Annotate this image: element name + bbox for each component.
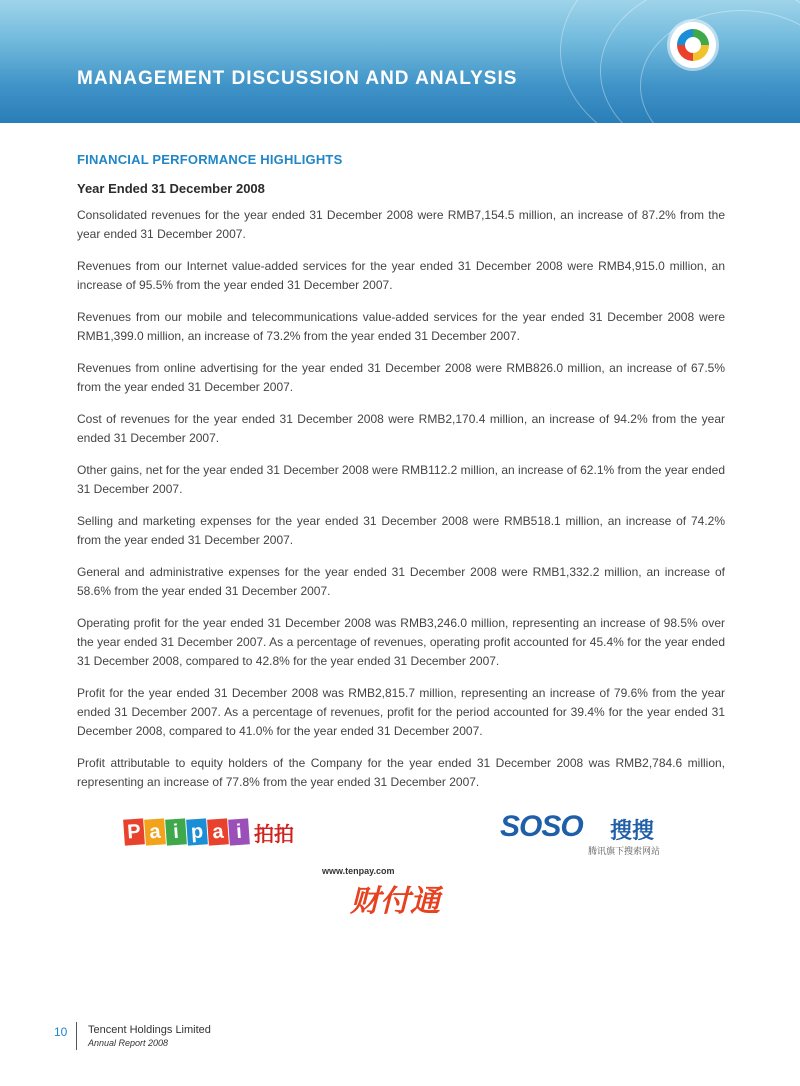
tenpay-url: www.tenpay.com — [322, 866, 395, 876]
soso-logo — [500, 810, 675, 858]
sub-heading: Year Ended 31 December 2008 — [77, 181, 265, 196]
soso-wordmark: SOSO — [500, 810, 583, 843]
paragraph: Operating profit for the year ended 31 December 2008 was RMB3,246.0 million, representing an increase of 98.5% over the year ended 31 December 2007. As a percentage of revenues, operating profit accounted for 45.4% for the year ended 31 December 2008, compared to 42.8% for the year ended 31 December 2007. — [77, 616, 725, 668]
report-name: Annual Report 2008 — [88, 1038, 169, 1048]
paipai-letter-tile: P — [123, 818, 145, 845]
paipai-letter-tile: a — [144, 818, 166, 845]
tenpay-logo — [322, 866, 482, 918]
header-banner — [0, 0, 800, 123]
soso-chinese-label: 搜搜 — [610, 818, 655, 843]
main-content — [77, 152, 725, 805]
paipai-logo — [124, 814, 294, 850]
paragraph: Revenues from online advertising for the year ended 31 December 2008 were RMB826.0 million, an increase of 67.5% from the year ended 31 December 2007. — [77, 361, 725, 394]
paragraph: Revenues from our mobile and telecommunications value-added services for the year ended 31 December 2008 were RMB1,399.0 million, an increase of 73.2% from the year ended 31 December 2007. — [77, 310, 725, 343]
page-title: MANAGEMENT DISCUSSION AND ANALYSIS — [77, 68, 518, 89]
page-number: 10 — [54, 1025, 68, 1039]
section-heading: FINANCIAL PERFORMANCE HIGHLIGHTS — [77, 152, 343, 167]
paragraph: General and administrative expenses for the year ended 31 December 2008 were RMB1,332.2 million, an increase of 58.6% from the year ended 31 December 2007. — [77, 565, 725, 598]
paragraph: Selling and marketing expenses for the year ended 31 December 2008 were RMB518.1 million, an increase of 74.2% from the year ended 31 December 2007. — [77, 514, 725, 547]
paragraph: Consolidated revenues for the year ended 31 December 2008 were RMB7,154.5 million, an increase of 87.2% from the year ended 31 December 2007. — [77, 208, 725, 241]
paragraph: Profit for the year ended 31 December 2008 was RMB2,815.7 million, representing an increase of 79.6% from the year ended 31 December 2007. As a percentage of revenues, profit for the period accounted for 39.4% for the year ended 31 December 2008, compared to 41.0% for the year ended 31 December 2007. — [77, 686, 725, 738]
paipai-letter-tile: p — [186, 818, 208, 845]
paipai-letter-tile: a — [207, 818, 229, 845]
footer-divider — [76, 1022, 77, 1050]
paipai-letter-tile: i — [228, 818, 250, 845]
paragraph: Cost of revenues for the year ended 31 December 2008 were RMB2,170.4 million, an increase of 94.2% from the year ended 31 December 2007. — [77, 412, 725, 445]
paipai-chinese-label: 拍拍 — [254, 823, 294, 846]
paipai-letter-tile: i — [165, 818, 187, 845]
soso-tagline: 腾讯旗下搜索网站 — [588, 846, 661, 856]
tenpay-chinese-label: 财付通 — [350, 885, 440, 918]
paragraph: Revenues from our Internet value-added services for the year ended 31 December 2008 were RMB4,915.0 million, an increase of 95.5% from the year ended 31 December 2007. — [77, 259, 725, 292]
paragraph: Other gains, net for the year ended 31 December 2008 were RMB112.2 million, an increase of 62.1% from the year ended 31 December 2007. — [77, 463, 725, 496]
paragraph: Profit attributable to equity holders of the Company for the year ended 31 December 2008 was RMB2,784.6 million, representing an increase of 77.8% from the year ended 31 December 2007. — [77, 756, 725, 789]
tencent-logo-icon — [670, 22, 716, 68]
company-name: Tencent Holdings Limited — [88, 1024, 211, 1036]
